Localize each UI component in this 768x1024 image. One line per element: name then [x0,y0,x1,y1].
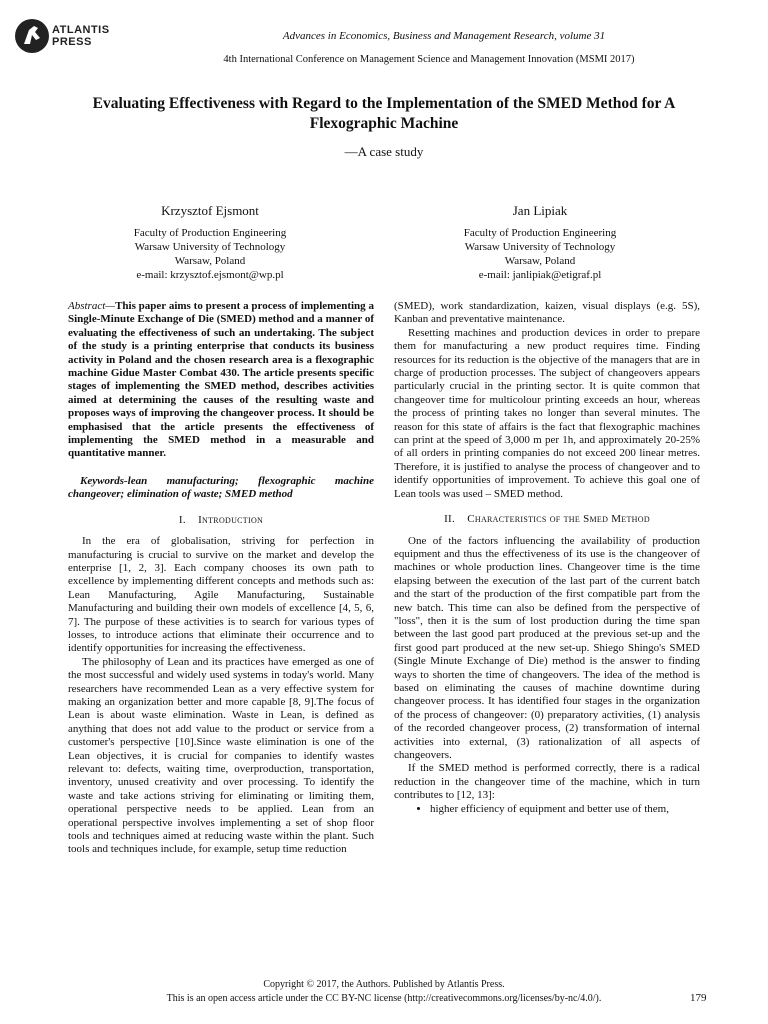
journal-name: Advances in Economics, Business and Management Research, volume 31 [282,30,606,42]
paragraph: The philosophy of Lean and its practices have emerged as one of the most successful and widely used systems in today's world. Many researchers have recommended Lean as a very effective system for making an organization better and more capable [8, 9].The focus of Lean is about waste elimination. Waste in Lean, is defined as anything that does not add value to the product or service from a customer's perspective [10].Since waste elimination is one of the Lean objectives, it is crucial for companies to identify wastes relevant to: defects, waiting time, overproduction, transportation, inventory, unused creativity and over processing. To identify the waste and take actions striving for eliminating or limiting them, operational perspective needs to be applied. Lean from an operational perspective involves implementing a set of shop floor tools and techniques aimed at reducing waste within the plant. Such tools and techniques include, for example, setup time reduction [68,655,374,856]
paragraph: Resetting machines and production devices in order to prepare them for manufacturing a new product requires time. Finding resources for its reduction is the objective of the managers that are in charge of production processes. The subject of changeovers appears particularly crucial in the printing sector. It is quite common that changeover time for multicolour printing exceeds an hour, whereas the process of printing takes no longer than several minutes. The reason for this state of affairs is the fact that flexographic machines can print at the speed of 3,000 m per 1h, and approximately 20-25% of all orders in printing companies do not exceed 200 linear metres. Therefore, it is justified to analyse the process of changeover and to identify opportunities of improvement. To achieve this goal one of Lean tools was used – SMED method. [394,326,700,500]
footer [0,978,768,1006]
paper-title: Evaluating Effectiveness with Regard to the Implementation of the SMED Method for A Flexographic Machine [92,95,676,132]
paragraph: If the SMED method is performed correctly, there is a radical reduction in the changeover time of the machine, which in turn contributes to [12, 13]: [394,762,700,802]
logo-text-line2: PRESS [52,36,92,48]
abstract [68,300,374,461]
right-column [394,300,700,816]
author-university: Warsaw University of Technology [464,241,616,253]
author-affiliation: Faculty of Production Engineering [463,227,617,239]
author-location: Warsaw, Poland [174,255,246,267]
author-block [430,204,650,282]
bullet-list [394,803,700,816]
left-column [68,300,374,857]
author-location: Warsaw, Poland [504,255,576,267]
paper-subtitle: —A case study [344,144,424,159]
list-item: • higher efficiency of equipment and better use of them, [430,803,700,816]
section-heading-smed: II. Characteristics of the Smed Method [444,513,650,526]
logo-text-line1: ATLANTIS [52,24,110,36]
abstract-label: Abstract— [68,300,116,312]
conference-name: 4th International Conference on Management Science and Management Innovation (MSMI 2017) [223,54,635,65]
paragraph: In the era of globalisation, striving for perfection in manufacturing is crucial to survive on the market and develop the enterprise [1, 2, 3]. Each company chooses its own path to excellence by implementing different concepts and methods such as: Lean Manufacturing, Agile Manufacturing, Sustainable Manufacturing and building their own models of excellence [4, 5, 6, 7]. The purpose of these activities is to search for various types of losses, to introduce actions that eliminate their occurrence and to identify opportunities for increasing the effectiveness. [68,535,374,655]
abstract-text: This paper aims to present a process of implementing a Single-Minute Exchange of Die (SMED) method and a manner of evaluating the effectiveness of such an undertaking. The subject of the study is a printing enterprise that conducts its business activity in Poland and the chosen research area is a flexographic machine Gidue Master Combat 430. The article presents specific stages of implementing the SMED method, describes activities aimed at determining the causes of the resulting waste and proposes ways of improving the changeover process. It should be emphasised that the article presents the effectiveness of implementing the SMED method in a measurable and quantitative manner. [68,300,374,460]
author-name: Krzysztof Ejsmont [161,203,259,218]
author-university: Warsaw University of Technology [134,241,286,253]
license-notice: This is an open access article under the CC BY-NC license (http://creativecommons.org/licenses/by-nc/4.0/). [166,993,602,1004]
keywords: Keywords-lean manufacturing; flexographic machine changeover; elimination of waste; SMED method [68,474,374,501]
section-heading-introduction: I. Introduction [178,513,264,526]
author-email: e-mail: janlipiak@etigraf.pl [478,269,602,281]
copyright-notice: Copyright © 2017, the Authors. Published by Atlantis Press. [263,979,505,990]
author-affiliation: Faculty of Production Engineering [133,227,287,239]
author-name: Jan Lipiak [512,203,568,218]
author-email: e-mail: krzysztof.ejsmont@wp.pl [136,269,284,281]
page-number: 179 [690,992,707,1004]
paragraph: (SMED), work standardization, kaizen, visual displays (e.g. 5S), Kanban and preventative maintenance. [394,300,700,326]
author-block [100,204,320,282]
paragraph: One of the factors influencing the availability of production equipment and thus the effectiveness of its use is the changeover of machines or whole production lines. Changeover time is the time elapsing between the execution of the last part of the current batch and the start of the production of the first compatible part from the new batch. This time can also be defined from the perspective of "loss", then it is the sum of lost production during the time span between the last good part produced at the previous set-up and the first good part produced at the new set-up. Shiego Shingo's SMED (Single Minute Exchange of Die) method is the answer to finding ways to shorten the time of changeovers. The idea of the method is based on eliminating the causes of machine downtime during changeover process. It has identified four stages in the organization of the process of changeover: (0) preparatory activities, (1) analysis of the recorded changeover process, (2) transformation of internal activities into external, (3) rationalization of all aspects of changeovers. [394,534,700,761]
